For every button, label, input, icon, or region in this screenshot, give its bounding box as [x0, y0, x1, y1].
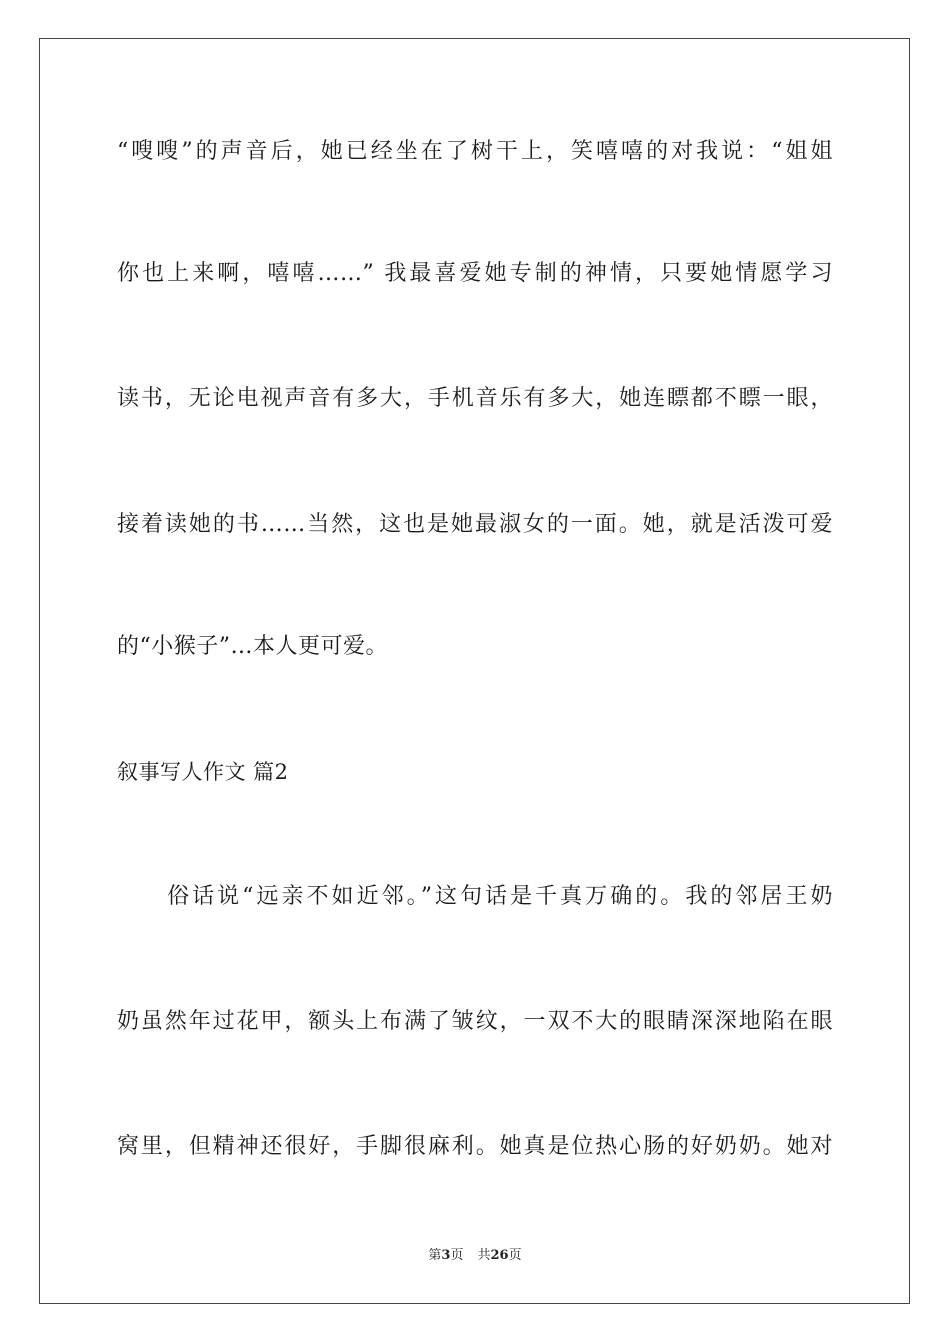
section-heading: 叙事写人作文 篇2	[117, 760, 289, 784]
body-line-1: “嗖嗖”的声音后，她已经坐在了树干上，笑嘻嘻的对我说：“姐姐	[117, 139, 833, 164]
footer-total-pages: 26	[490, 1248, 509, 1263]
footer-page-number: 3	[441, 1248, 451, 1263]
body-line-6: 俗话说“远亲不如近邻。”这句话是千真万确的。我的邻居王奶	[117, 884, 833, 909]
page-footer	[0, 1247, 950, 1265]
body-line-8: 窝里，但精神还很好，手脚很麻利。她真是位热心肠的好奶奶。她对	[117, 1134, 833, 1159]
footer-page-suffix: 页	[450, 1248, 464, 1263]
body-line-7: 奶虽然年过花甲，额头上布满了皱纹，一双不大的眼睛深深地陷在眼	[117, 1009, 833, 1034]
body-line-3: 读书，无论电视声音有多大，手机音乐有多大，她连瞟都不瞟一眼，	[117, 386, 833, 411]
footer-total-suffix: 页	[508, 1248, 522, 1263]
footer-total-prefix: 共	[477, 1248, 491, 1263]
body-line-4: 接着读她的书……当然，这也是她最淑女的一面。她，就是活泼可爱	[117, 512, 833, 537]
body-line-5: 的“小猴子”…本人更可爱。	[117, 634, 388, 659]
footer-page-prefix: 第	[428, 1248, 442, 1263]
body-line-2: 你也上来啊，嘻嘻……” 我最喜爱她专制的神情，只要她情愿学习	[117, 261, 833, 286]
page-border	[39, 38, 910, 1304]
